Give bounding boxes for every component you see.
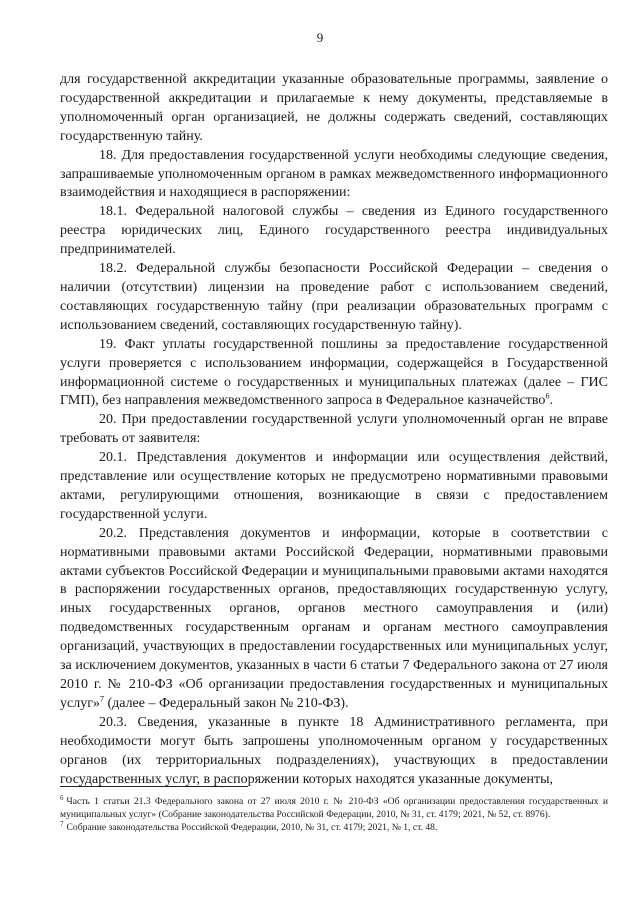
- footnote-7: $^7$ Собрание законодательства Российской Федерации, 2010, № 31, ст. 4179; 2021, № 1, ст. 48.: [60, 819, 438, 833]
- page-number: 9: [316, 30, 324, 45]
- body-text: [60, 71, 608, 789]
- footnote-mark: 6: [60, 793, 64, 802]
- paragraph-18: 18. Для предоставления государственной услуги необходимы следующие сведения, запрашиваемые уполномоченным органом в рамках межведомственного информационного взаимодействия и находящиеся в распоряжении:: [60, 147, 608, 201]
- paragraph-continuation: для государственной аккредитации указанные образовательные программы, заявление о государственной аккредитации и прилагаемые к нему документы, представляемые в уполномоченный орган организацией, не должны содержать сведений, составляющих государственную тайну.: [60, 72, 608, 144]
- footnotes: [60, 795, 608, 834]
- paragraph-20-2: 20.2. Представления документов и информации, которые в соответствии с нормативными правовыми актами Российской Федерации, нормативными правовыми актами субъектов Российской Федерации и муниципальными правовыми актами находятся в распоряжении государственных органов, предоставляющих государственную услугу, иных государственных органов, органов местного самоуправления и (или) подведомственных государственным органам и органам местного самоуправления организаций, участвующих в предоставлении государственных или муниципальных услуг, за исключением документов, указанных в части 6 статьи 7 Федерального закона от 27 июля 2010 г. № 210-ФЗ «Об организации предоставления государственных и муниципальных услуг»$^7$ (далее – Федеральный закон № 210-ФЗ).: [60, 525, 608, 711]
- footnote-ref-7: 7: [99, 694, 104, 704]
- paragraph-19: 19. Факт уплаты государственной пошлины за предоставление государственной услуги проверяется с использованием информации, содержащейся в Государственной информационной системе о государственных и муниципальных платежах (далее – ГИС ГМП), без направления межведомственного запроса в Федеральное казначейство$^6$.: [60, 336, 608, 409]
- paragraph-20: 20. При предоставлении государственной услуги уполномоченный орган не вправе требовать от заявителя:: [60, 412, 608, 447]
- paragraph-18-1: 18.1. Федеральной налоговой службы – сведения из Единого государственного реестра юридических лиц, Единого государственного реестра индивидуальных предпринимателей.: [60, 204, 608, 258]
- footnote-ref-6: 6: [545, 391, 550, 401]
- paragraph-18-2: 18.2. Федеральной службы безопасности Российской Федерации – сведения о наличии (отсутствии) лицензии на проведение работ с использованием сведений, составляющих государственную тайну (при реализации образовательных программ с использованием сведений, составляющих государственную тайну).: [60, 261, 608, 333]
- paragraph-20-3: 20.3. Сведения, указанные в пункте 18 Административного регламента, при необходимости могут быть запрошены уполномоченным органом у государственных органов (их территориальных подразделениях), участвующих в предоставлении государственных услуг, в распоряжении которых находятся указанные документы,: [60, 714, 608, 787]
- footnote-6: $^6$ Часть 1 статьи 21.3 Федерального закона от 27 июля 2010 г. № 210-ФЗ «Об организации предоставления государственных и муниципальных услуг» (Собрание законодательства Российской Федерации, 2010, № 31, ст. 4179; 2021, № 52, ст. 8976).: [60, 793, 608, 820]
- footnote-mark: 7: [60, 819, 64, 828]
- footnote-divider: [60, 786, 248, 787]
- paragraph-20-1: 20.1. Представления документов и информации или осуществления действий, представление или осуществление которых не предусмотрено нормативными правовыми актами, регулирующими отношения, возникающие в связи с предоставлением государственной услуги.: [60, 450, 608, 522]
